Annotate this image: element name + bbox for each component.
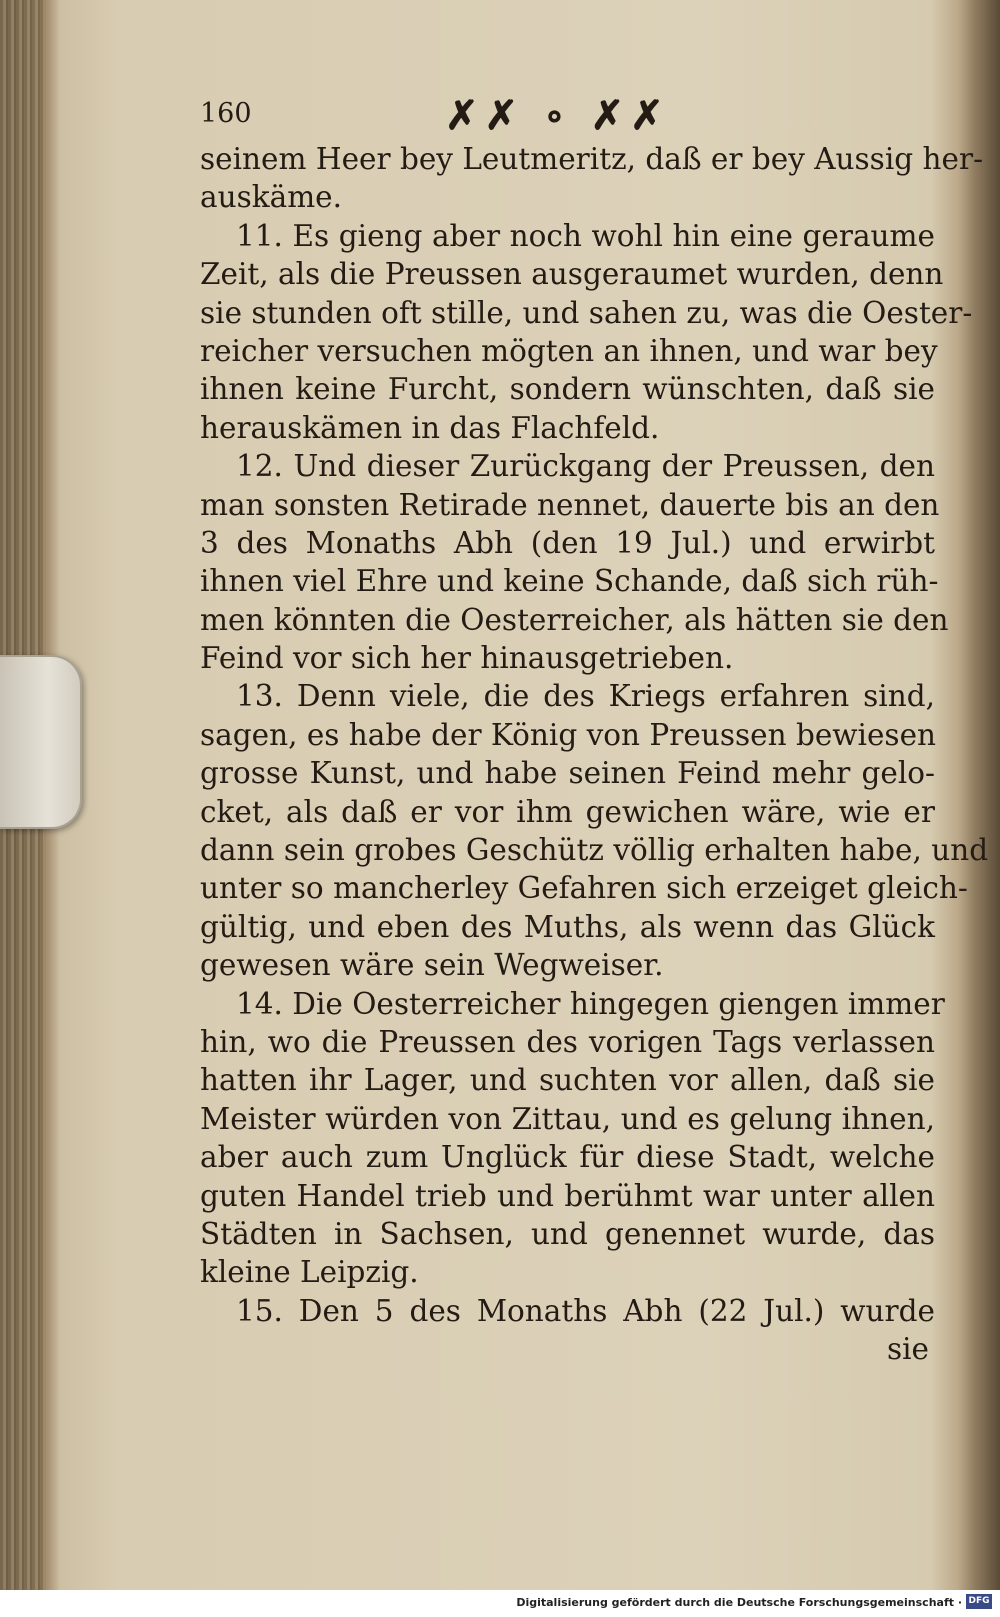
text-line: gültig, und eben des Muths, als wenn das Glück <box>200 909 935 944</box>
text-line: 13. Denn viele, die des Kriegs erfahren sind, <box>236 679 935 714</box>
text-line: Zeit, als die Preussen ausgeraumet wurden, denn <box>200 257 944 292</box>
text-line: auskäme. <box>200 180 342 215</box>
text-line: hatten ihr Lager, und suchten vor allen, daß sie <box>200 1063 935 1098</box>
text-line: grosse Kunst, und habe seinen Feind mehr gelo- <box>200 756 935 791</box>
text-line: sie stunden oft stille, und sahen zu, was die Oester- <box>200 295 973 330</box>
text-line: unter so mancherley Gefahren sich erzeiget gleich- <box>200 871 968 906</box>
page-header <box>200 88 935 140</box>
text-line: Feind vor sich her hinausgetrieben. <box>200 641 734 676</box>
page-clip <box>0 655 82 829</box>
text-line: sagen, es habe der König von Preussen bewiesen <box>200 717 937 752</box>
dfg-logo: DFG <box>966 1594 992 1609</box>
catchword: sie <box>886 1332 929 1367</box>
text-line: kleine Leipzig. <box>200 1255 419 1290</box>
text-line: 12. Und dieser Zurückgang der Preussen, den <box>236 449 935 484</box>
text-line: gewesen wäre sein Wegweiser. <box>200 948 664 983</box>
text-line: guten Handel trieb und berühmt war unter allen <box>200 1178 935 1213</box>
text-line: man sonsten Retirade nennet, dauerte bis an den <box>200 487 940 522</box>
page-text <box>200 88 989 1369</box>
text-line: reicher versuchen mögten an ihnen, und war bey <box>200 333 938 368</box>
text-line: ihnen keine Furcht, sondern wünschten, daß sie <box>200 372 935 407</box>
text-line: dann sein grobes Geschütz völlig erhalten habe, und <box>200 833 989 868</box>
text-line: 15. Den 5 des Monaths Abh (22 Jul.) wurde <box>236 1293 935 1328</box>
text-lines <box>200 140 989 1330</box>
text-line: hin, wo die Preussen des vorigen Tags verlassen <box>200 1024 935 1059</box>
text-line: 14. Die Oesterreicher hingegen giengen immer <box>236 986 945 1021</box>
text-line: 11. Es gieng aber noch wohl hin eine geraume <box>236 218 935 253</box>
text-line: ihnen viel Ehre und keine Schande, daß sich rüh- <box>200 564 939 599</box>
text-line: Städten in Sachsen, und genennet wurde, das <box>200 1216 935 1251</box>
text-line: 3 des Monaths Abh (den 19 Jul.) und erwirbt <box>200 525 935 560</box>
text-line: Meister würden von Zittau, und es gelung ihnen, <box>200 1101 935 1136</box>
page-number: 160 <box>200 98 252 129</box>
header-ornament: ✗✗ ∘ ✗✗ <box>445 92 670 139</box>
text-line: aber auch zum Unglück für diese Stadt, welche <box>200 1140 935 1175</box>
funding-credit: Digitalisierung gefördert durch die Deutsche Forschungsgemeinschaft · <box>516 1596 962 1609</box>
text-line: men könnten die Oesterreicher, als hätten sie den <box>200 602 949 637</box>
text-line: herauskämen in das Flachfeld. <box>200 410 660 445</box>
footer-strip <box>0 1590 1000 1617</box>
text-line: cket, als daß er vor ihm gewichen wäre, wie er <box>200 794 935 829</box>
text-line: seinem Heer bey Leutmeritz, daß er bey Aussig her- <box>200 142 984 176</box>
